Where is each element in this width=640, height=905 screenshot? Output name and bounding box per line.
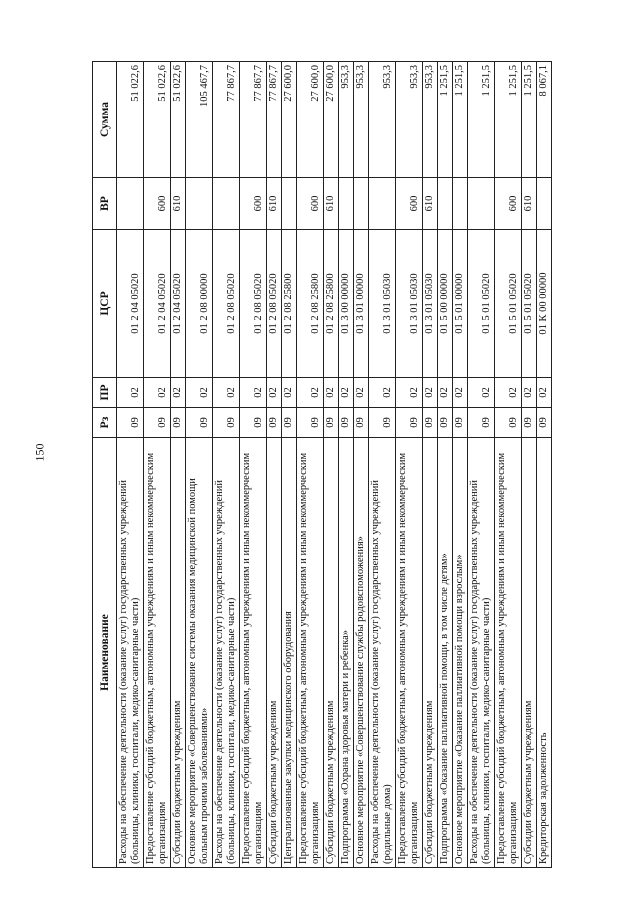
header-vr: ВР: [93, 178, 117, 230]
table-body: [117, 62, 552, 868]
table-row: [468, 62, 495, 868]
cell-rz: 09: [267, 408, 282, 438]
cell-rz: 09: [240, 408, 267, 438]
cell-vr: [213, 178, 240, 230]
cell-csr: 01 5 01 05020: [468, 230, 495, 378]
header-csr: ЦСР: [93, 230, 117, 378]
cell-vr: [339, 178, 354, 230]
cell-vr: 600: [495, 178, 522, 230]
cell-rz: 09: [171, 408, 186, 438]
cell-rz: 09: [297, 408, 324, 438]
cell-vr: [117, 178, 144, 230]
cell-vr: [369, 178, 396, 230]
cell-csr: 01 3 01 05030: [369, 230, 396, 378]
cell-sum: 51 022,6: [117, 62, 144, 178]
cell-csr: 01 2 08 05020: [267, 230, 282, 378]
cell-sum: 27 600,0: [282, 62, 297, 178]
cell-pr: 02: [369, 378, 396, 408]
cell-pr: 02: [171, 378, 186, 408]
cell-vr: 610: [267, 178, 282, 230]
cell-csr: 01 2 04 05020: [171, 230, 186, 378]
cell-csr: 01 2 08 00000: [186, 230, 213, 378]
cell-pr: 02: [438, 378, 453, 408]
cell-sum: 27 600,0: [324, 62, 339, 178]
table-row: [282, 62, 297, 868]
cell-pr: 02: [537, 378, 552, 408]
cell-rz: 09: [423, 408, 438, 438]
cell-name: Расходы на обеспечение деятельности (оказание услуг) государственных учреждений (больницы, клиники, госпитали, медико-санитарные части): [117, 438, 144, 868]
cell-sum: 953,3: [369, 62, 396, 178]
cell-vr: 610: [522, 178, 537, 230]
cell-sum: 1 251,5: [438, 62, 453, 178]
cell-sum: 953,3: [396, 62, 423, 178]
table-row: [324, 62, 339, 868]
cell-vr: 600: [297, 178, 324, 230]
table-row: [354, 62, 369, 868]
cell-sum: 953,3: [339, 62, 354, 178]
cell-name: Предоставление субсидий бюджетным, автономным учреждениям и иным некоммерческим организациям: [240, 438, 267, 868]
cell-vr: 610: [324, 178, 339, 230]
cell-csr: 01 2 04 05020: [117, 230, 144, 378]
cell-sum: 953,3: [423, 62, 438, 178]
cell-pr: 02: [186, 378, 213, 408]
cell-pr: 02: [240, 378, 267, 408]
cell-name: Субсидии бюджетным учреждениям: [171, 438, 186, 868]
cell-csr: 01 2 08 25800: [297, 230, 324, 378]
cell-name: Субсидии бюджетным учреждениям: [522, 438, 537, 868]
cell-pr: 02: [117, 378, 144, 408]
table-row: [171, 62, 186, 868]
cell-name: Расходы на обеспечение деятельности (оказание услуг) государственных учреждений (родильные дома): [369, 438, 396, 868]
table-row: [369, 62, 396, 868]
cell-name: Предоставление субсидий бюджетным, автономным учреждениям и иным некоммерческим организациям: [297, 438, 324, 868]
table-row: [423, 62, 438, 868]
table-row: [396, 62, 423, 868]
cell-vr: [186, 178, 213, 230]
cell-sum: 51 022,6: [144, 62, 171, 178]
cell-sum: 51 022,6: [171, 62, 186, 178]
cell-pr: 02: [453, 378, 468, 408]
table-row: [297, 62, 324, 868]
cell-vr: [468, 178, 495, 230]
cell-rz: 09: [282, 408, 297, 438]
cell-vr: 600: [144, 178, 171, 230]
cell-vr: 600: [240, 178, 267, 230]
cell-rz: 09: [522, 408, 537, 438]
table-row: [438, 62, 453, 868]
cell-rz: 09: [144, 408, 171, 438]
cell-csr: 01 5 01 05020: [522, 230, 537, 378]
cell-rz: 09: [495, 408, 522, 438]
table-row: [267, 62, 282, 868]
cell-pr: 02: [396, 378, 423, 408]
cell-sum: 1 251,5: [453, 62, 468, 178]
cell-csr: 01 3 01 05030: [423, 230, 438, 378]
cell-name: Подпрограмма «Охрана здоровья матери и ребенка»: [339, 438, 354, 868]
cell-csr: 01 5 01 05020: [495, 230, 522, 378]
cell-rz: 09: [369, 408, 396, 438]
cell-vr: [282, 178, 297, 230]
cell-rz: 09: [453, 408, 468, 438]
table-row: [453, 62, 468, 868]
cell-rz: 09: [117, 408, 144, 438]
table-row: [339, 62, 354, 868]
cell-name: Субсидии бюджетным учреждениям: [324, 438, 339, 868]
cell-rz: 09: [213, 408, 240, 438]
cell-csr: 01 2 04 05020: [144, 230, 171, 378]
cell-name: Предоставление субсидий бюджетным, автономным учреждениям и иным некоммерческим организациям: [396, 438, 423, 868]
cell-vr: 610: [423, 178, 438, 230]
cell-csr: 01 2 08 25800: [282, 230, 297, 378]
table-row: [495, 62, 522, 868]
cell-pr: 02: [144, 378, 171, 408]
cell-rz: 09: [186, 408, 213, 438]
table-row: [240, 62, 267, 868]
cell-name: Централизованные закупки медицинского оборудования: [282, 438, 297, 868]
cell-rz: 09: [339, 408, 354, 438]
table-header-row: [93, 62, 117, 868]
cell-pr: 02: [339, 378, 354, 408]
rotated-page: [92, 62, 572, 868]
cell-sum: 1 251,5: [468, 62, 495, 178]
cell-name: Расходы на обеспечение деятельности (оказание услуг) государственных учреждений (больницы, клиники, госпитали, медико-санитарные части): [213, 438, 240, 868]
cell-vr: [453, 178, 468, 230]
cell-name: Основное мероприятие «Оказание паллиативной помощи взрослым»: [453, 438, 468, 868]
table-row: [537, 62, 552, 868]
cell-csr: 01 5 00 00000: [438, 230, 453, 378]
cell-pr: 02: [324, 378, 339, 408]
cell-sum: 1 251,5: [495, 62, 522, 178]
budget-table: [92, 61, 552, 868]
cell-csr: 01 2 08 05020: [213, 230, 240, 378]
table-row: [117, 62, 144, 868]
cell-name: Кредиторская задолженность: [537, 438, 552, 868]
cell-rz: 09: [354, 408, 369, 438]
cell-rz: 09: [396, 408, 423, 438]
cell-rz: 09: [324, 408, 339, 438]
cell-pr: 02: [468, 378, 495, 408]
cell-vr: [537, 178, 552, 230]
cell-name: Предоставление субсидий бюджетным, автономным учреждениям и иным некоммерческим организациям: [495, 438, 522, 868]
cell-name: Основное мероприятие «Совершенствование службы родовспоможения»: [354, 438, 369, 868]
cell-name: Субсидии бюджетным учреждениям: [423, 438, 438, 868]
cell-pr: 02: [423, 378, 438, 408]
cell-vr: 600: [396, 178, 423, 230]
cell-sum: 27 600,0: [297, 62, 324, 178]
table-row: [213, 62, 240, 868]
header-name: Наименование: [93, 438, 117, 868]
cell-csr: 01 3 00 00000: [339, 230, 354, 378]
cell-sum: 1 251,5: [522, 62, 537, 178]
cell-name: Предоставление субсидий бюджетным, автономным учреждениям и иным некоммерческим организациям: [144, 438, 171, 868]
page-number: 150: [32, 443, 47, 462]
cell-pr: 02: [522, 378, 537, 408]
cell-csr: 01 3 01 05030: [396, 230, 423, 378]
cell-csr: 01 3 01 00000: [354, 230, 369, 378]
cell-pr: 02: [267, 378, 282, 408]
header-sum: Сумма: [93, 62, 117, 178]
table-row: [186, 62, 213, 868]
cell-csr: 01 2 08 05020: [240, 230, 267, 378]
cell-vr: 610: [171, 178, 186, 230]
cell-sum: 8 067,1: [537, 62, 552, 178]
cell-rz: 09: [537, 408, 552, 438]
cell-sum: 77 867,7: [240, 62, 267, 178]
cell-vr: [354, 178, 369, 230]
table-row: [144, 62, 171, 868]
cell-sum: 953,3: [354, 62, 369, 178]
table-row: [522, 62, 537, 868]
header-rz: Рз: [93, 408, 117, 438]
cell-pr: 02: [354, 378, 369, 408]
cell-name: Субсидии бюджетным учреждениям: [267, 438, 282, 868]
cell-name: Подпрограмма «Оказание паллиативной помощи, в том числе детям»: [438, 438, 453, 868]
cell-csr: 01 2 08 25800: [324, 230, 339, 378]
cell-pr: 02: [495, 378, 522, 408]
cell-vr: [438, 178, 453, 230]
cell-pr: 02: [213, 378, 240, 408]
cell-pr: 02: [297, 378, 324, 408]
cell-pr: 02: [282, 378, 297, 408]
cell-csr: 01 5 01 00000: [453, 230, 468, 378]
cell-sum: 77 867,7: [213, 62, 240, 178]
cell-rz: 09: [438, 408, 453, 438]
header-pr: ПР: [93, 378, 117, 408]
cell-csr: 01 К 00 00000: [537, 230, 552, 378]
cell-name: Основное мероприятие «Совершенствование системы оказания медицинской помощи больным прочими заболеваниями»: [186, 438, 213, 868]
cell-name: Расходы на обеспечение деятельности (оказание услуг) государственных учреждений (больницы, клиники, госпитали, медико-санитарные части): [468, 438, 495, 868]
cell-sum: 105 467,7: [186, 62, 213, 178]
cell-rz: 09: [468, 408, 495, 438]
cell-sum: 77 867,7: [267, 62, 282, 178]
